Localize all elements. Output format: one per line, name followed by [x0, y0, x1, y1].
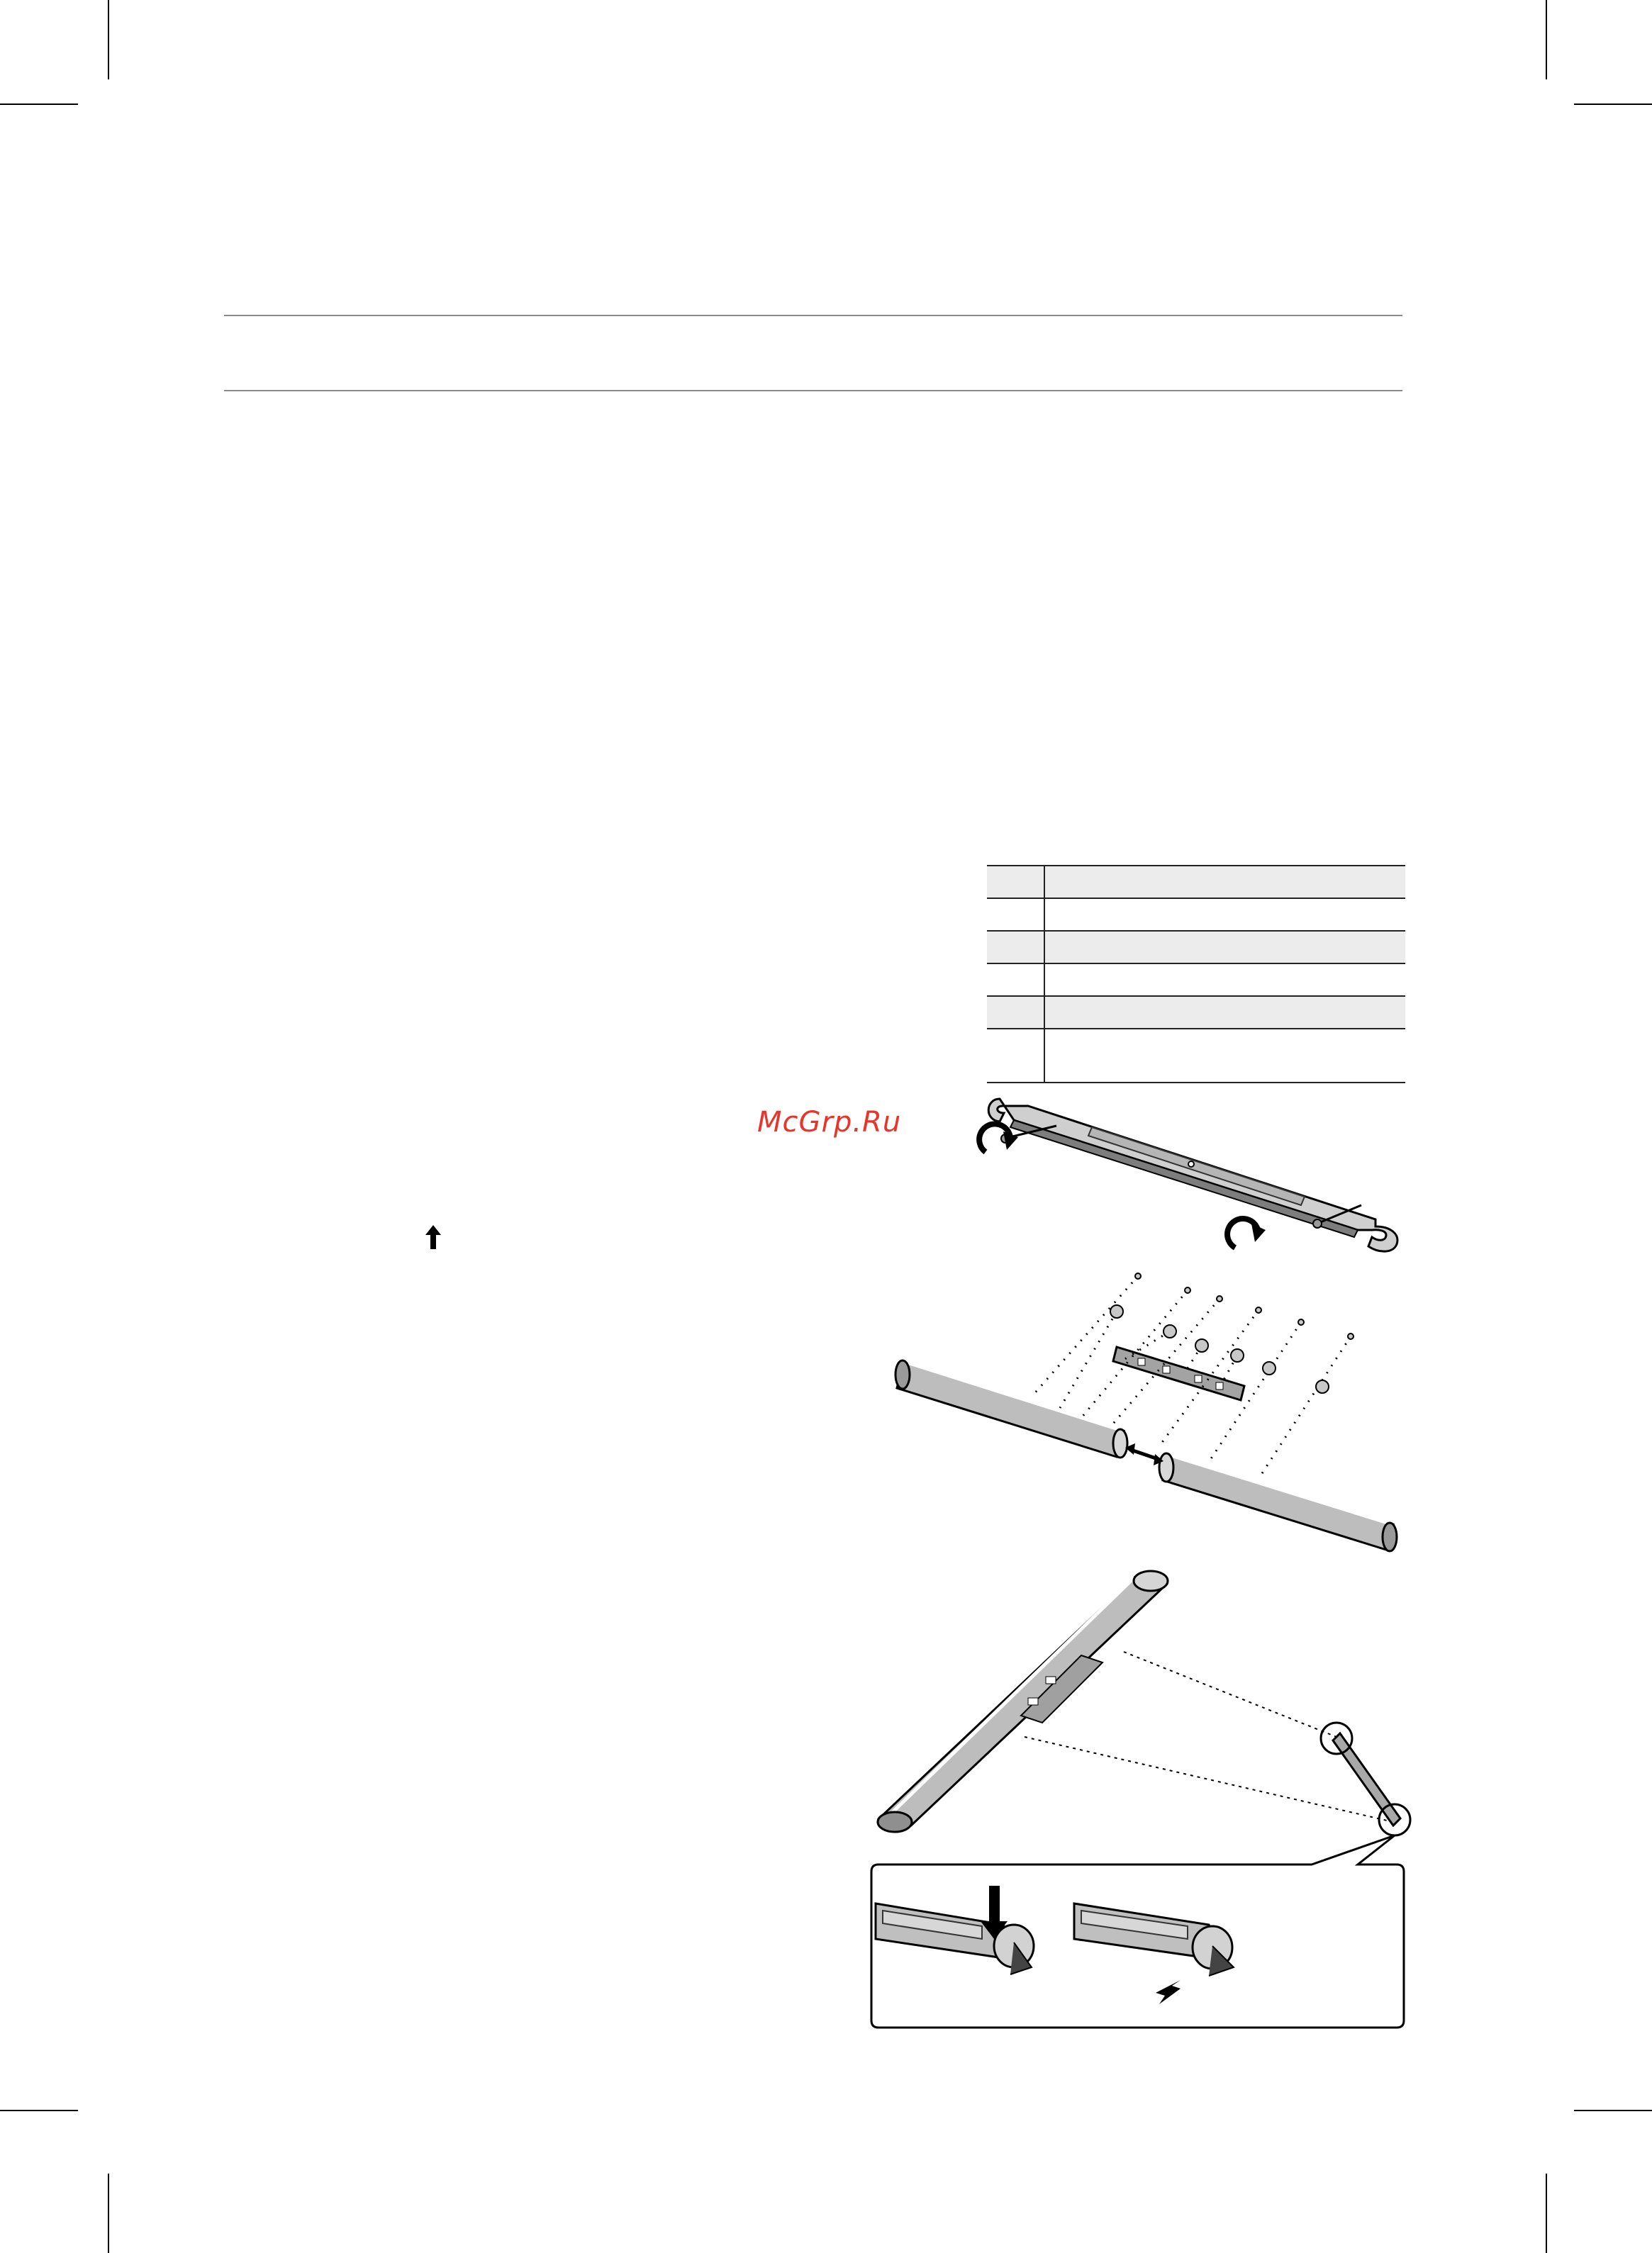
small-bracket	[1321, 1723, 1410, 1835]
double-arrow-icon	[1125, 1443, 1163, 1465]
screws	[1110, 1273, 1354, 1393]
crop-mark	[1546, 2174, 1547, 2253]
spec-table-cell	[987, 997, 1045, 1028]
spec-table-cell	[987, 932, 1045, 963]
spec-table-cell	[987, 866, 1045, 898]
right-bar	[1159, 1453, 1397, 1551]
crop-mark	[1574, 2110, 1652, 2111]
watermark: McGrp.Ru	[757, 1106, 902, 1139]
spec-table-cell	[987, 964, 1045, 995]
assembled-bar	[878, 1571, 1168, 1832]
crop-mark	[108, 2174, 109, 2253]
spec-table-row	[987, 930, 1405, 963]
left-bar	[895, 1360, 1127, 1458]
spec-table-row	[987, 995, 1405, 1028]
rotate-arrow-icon	[1227, 1219, 1266, 1248]
spec-table-row	[987, 963, 1405, 995]
crop-mark	[1546, 0, 1547, 79]
spec-table-row	[987, 1028, 1405, 1082]
bar-joining-illustration	[890, 1269, 1414, 1567]
spec-table	[987, 865, 1405, 1083]
spec-table-cell	[987, 1029, 1045, 1082]
crop-mark	[0, 104, 78, 105]
spec-table-row	[987, 865, 1405, 898]
arrow-up-icon	[425, 1225, 441, 1249]
crop-mark	[0, 2110, 78, 2111]
bracket-body	[988, 1099, 1397, 1251]
crop-mark	[1574, 104, 1652, 105]
spec-table-bottom-rule	[987, 1082, 1405, 1083]
bracket-attach-illustration	[869, 1563, 1414, 2031]
spec-table-cell	[987, 899, 1045, 930]
crop-mark	[108, 0, 109, 79]
spec-table-row	[987, 898, 1405, 930]
header-rule-top	[224, 315, 1402, 316]
wall-bracket-illustration	[971, 1085, 1411, 1262]
header-rule-bottom	[224, 390, 1402, 391]
detail-inset	[871, 1835, 1404, 2028]
